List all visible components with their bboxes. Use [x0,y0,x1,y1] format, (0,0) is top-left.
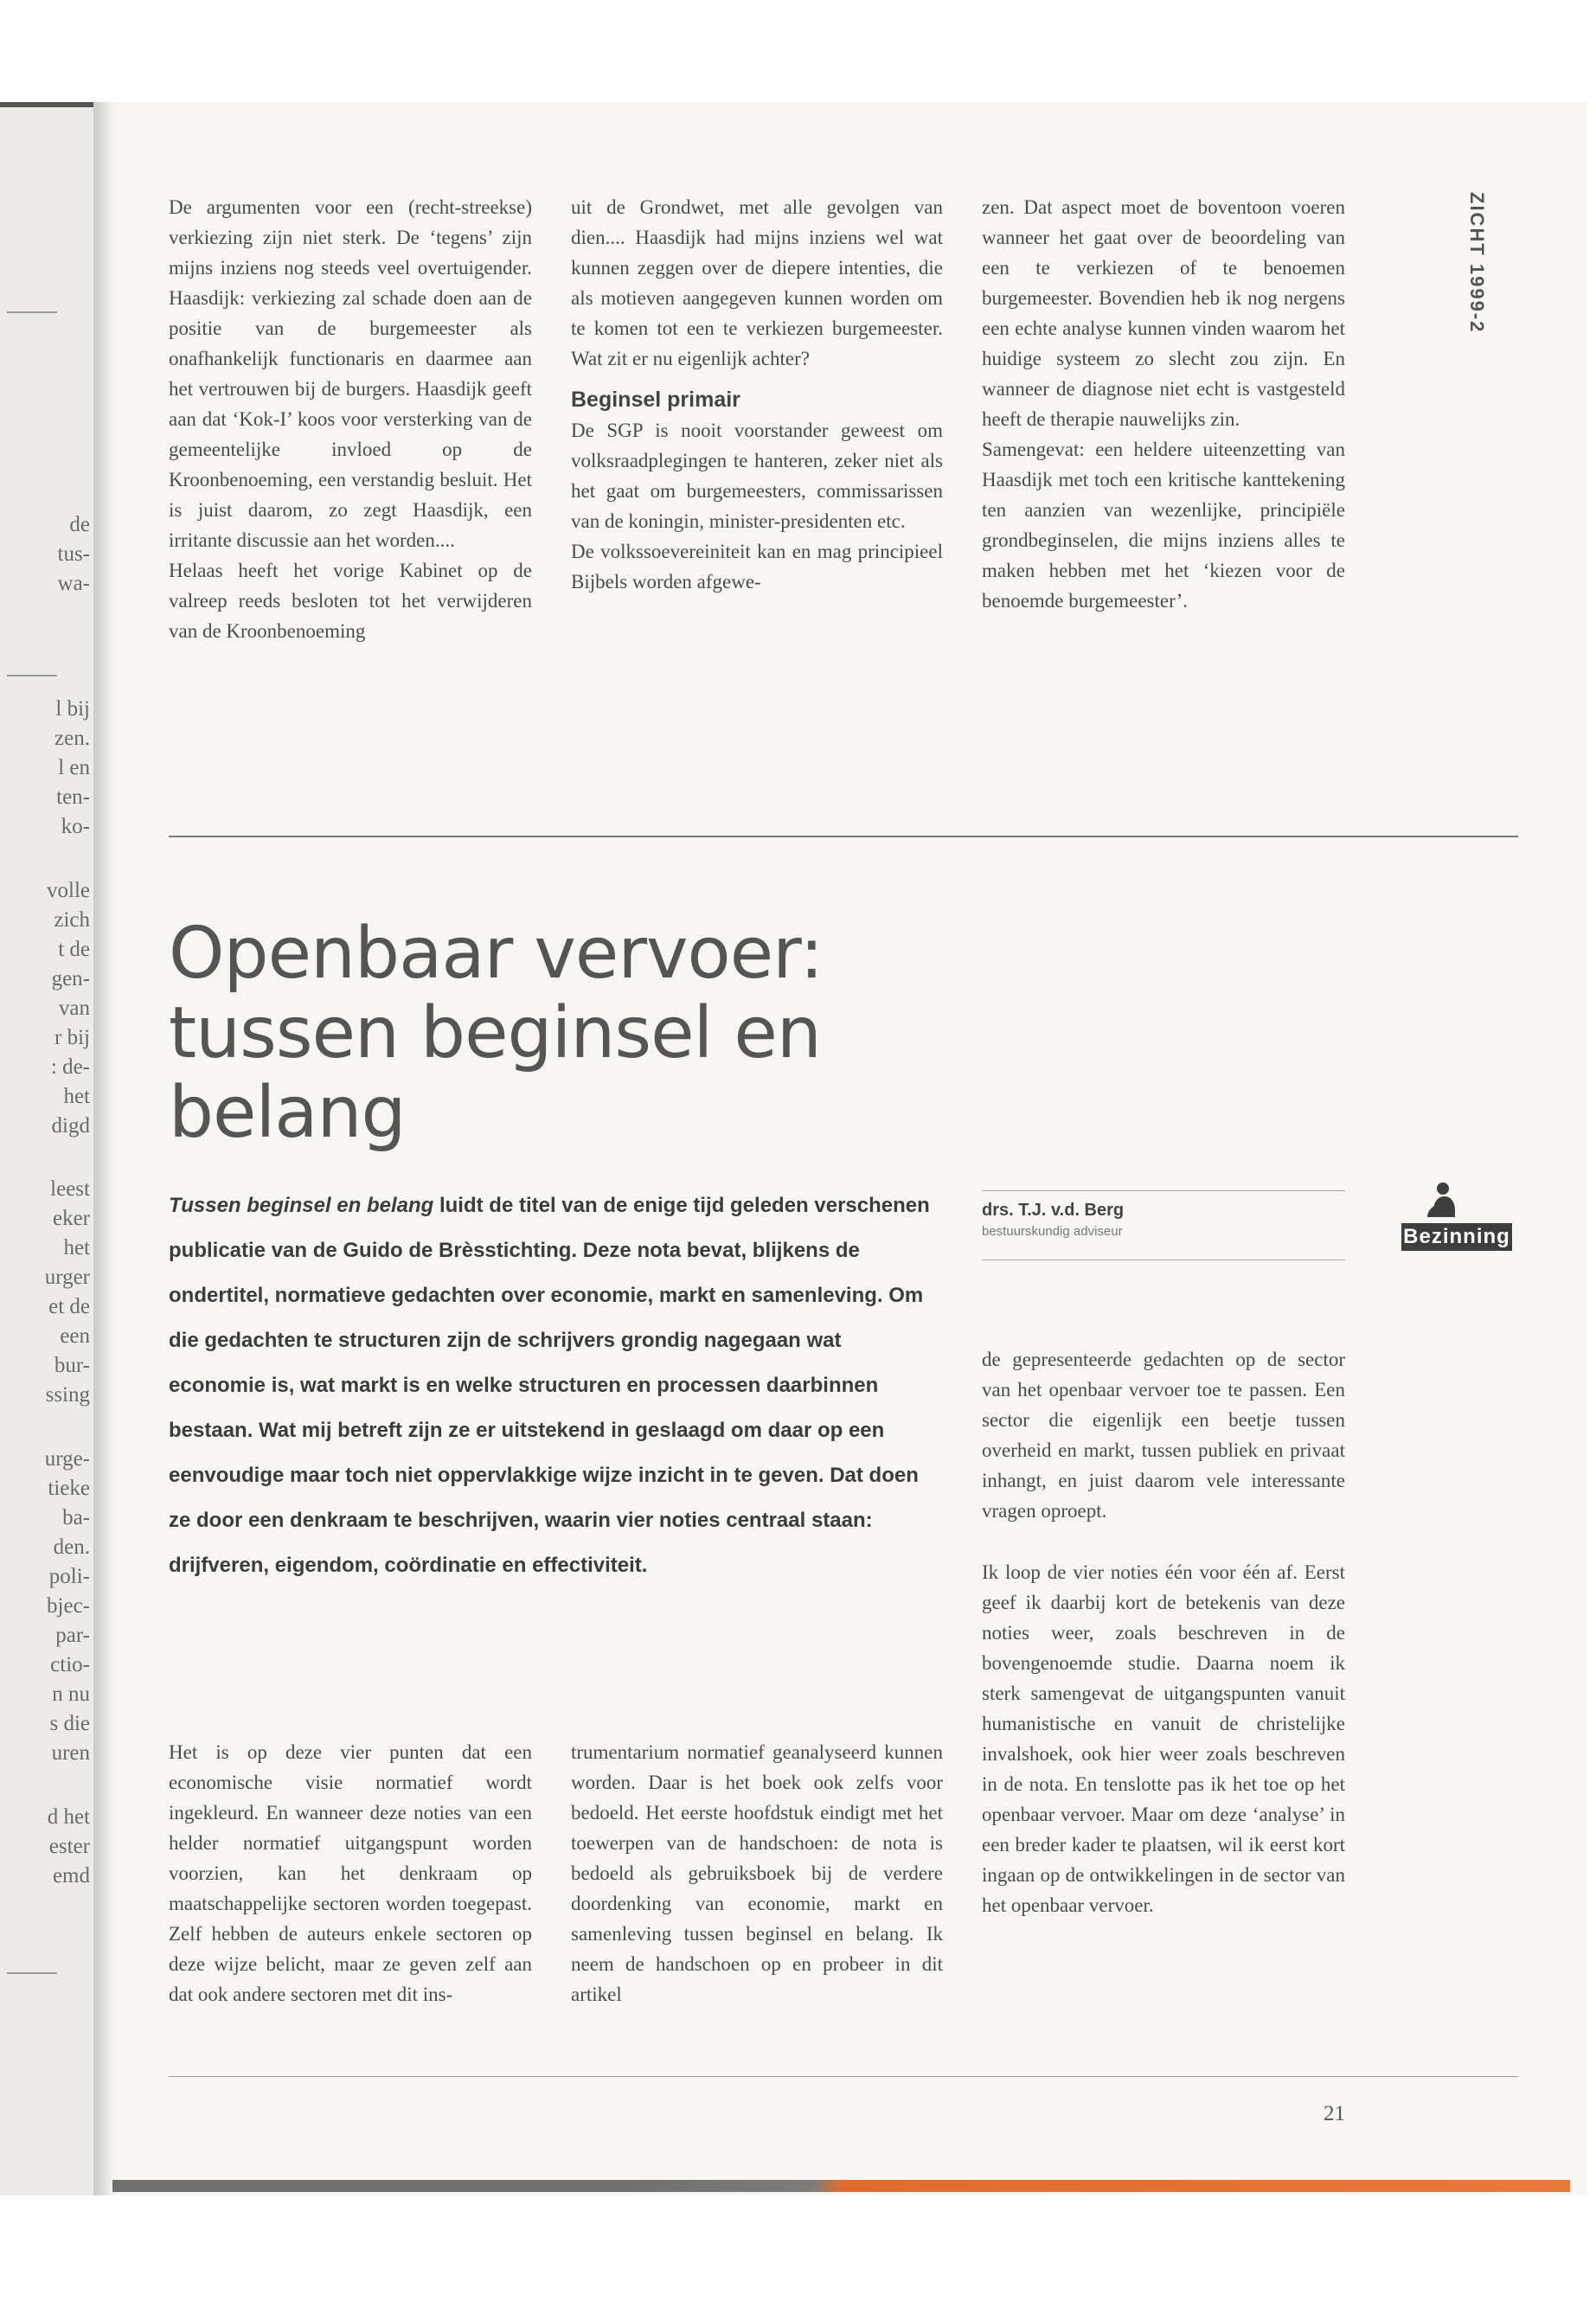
facing-page-text-fragment: urger [44,1266,90,1289]
facing-page-text-fragment: : de- [50,1055,90,1079]
facing-page-text-fragment: volle [47,879,90,902]
paragraph: Het is op deze vier punten dat een economische visie normatief wordt ingekleurd. En wanneer deze noties van een helder normatief uitgangspunt worden voorzien, kan het denkraam op maatschappelijke sectoren worden toegepast. Zelf hebben de auteurs enkele sectoren op deze wijze belicht, maar ze geven zelf aan dat ook andere sectoren met dit ins- [169,1741,532,2005]
title-line-1: Openbaar vervoer: [169,913,824,995]
facing-page-text-fragment: gen- [51,967,90,990]
paragraph: de gepresenteerde gedachten op de sector van het openbaar vervoer toe te passen. Een sector die eigenlijk een beetje tussen overheid en markt, tussen publiek en privaat inhangt, en juist daarom vele interessante vragen oproept. [982,1349,1345,1522]
facing-page-text-fragment: ctio- [50,1653,90,1676]
facing-page-text-fragment: l en [58,756,90,779]
facing-page-text-fragment: het [63,1236,90,1259]
facing-page-text-fragment: digd [51,1114,90,1138]
paragraph: uit de Grondwet, met alle gevolgen van dien.... Haasdijk had mijns inziens wel wat kunnen zeggen over de diepere intenties, die als motieven aangegeven kunnen worden om te komen tot een te verkiezen burgemeester. Wat zit er nu eigenlijk achter? [571,196,943,369]
title-line-2: tussen beginsel en belang [169,992,821,1154]
facing-page-edge [0,102,97,2195]
facing-page-text-fragment: d het [47,1805,90,1829]
intro-text: luidt de titel van de enige tijd geleden verschenen publicatie van de Guido de Brèsstichting. Deze nota bevat, blijkens de ondertitel, normatieve gedachten over economie, markt en samenleving. Om die gedachten te structuren zijn de schrijvers grondig nagegaan wat economie is, wat markt is en welke structuren en processen daarbinnen bestaan. Wat mij betreft zijn ze er uitstekend in geslaagd om daar op een eenvoudige maar toch niet oppervlakkige wijze inzicht in te geven. Dat doen ze door een denkraam te beschrijven, waarin vier noties centraal staan: drijfveren, eigendom, coördinatie en effectiviteit. [169,1194,930,1577]
page-gutter [93,102,114,2195]
section-badge-label: Bezinning [1401,1223,1512,1251]
article-title [169,914,1034,1153]
facing-page-text-fragment: een [60,1324,90,1348]
facing-page-text-fragment: wa- [57,572,90,595]
author-rule-top [982,1190,1345,1191]
paragraph: trumentarium normatief geanalyseerd kunnen worden. Daar is het boek ook zelfs voor bedoeld. Het eerste hoofdstuk eindigt met het toewerpen van de handschoen: de nota is bedoeld als gebruiksboek bij de verdere doordenking van economie, markt en samenleving tussen beginsel en belang. Ik neem de handschoen op en probeer in dit artikel [571,1741,943,2005]
facing-page-text-fragment: tus- [57,542,90,566]
facing-page-text-fragment: leest [50,1177,90,1201]
facing-page-text-fragment: par- [55,1624,90,1647]
facing-page-text-fragment: bur- [54,1354,90,1377]
author-block [982,1201,1345,1239]
facing-page-text-fragment: ten- [56,785,90,809]
facing-page-text-fragment: ko- [61,815,90,838]
paragraph: De SGP is nooit voorstander geweest om volksraadplegingen te hanteren, zeker niet als het gaat om burgemeesters, commissarissen van de koningin, minister-presidenten etc. [571,420,943,532]
top-column-2 [571,192,943,597]
facing-page-text-fragment: emd [52,1864,90,1888]
section-divider [169,836,1518,837]
article-column-3 [982,1344,1345,1920]
facing-page-text-fragment: tieke [48,1477,90,1500]
facing-page-text-fragment: urge- [44,1447,90,1471]
facing-page-text-fragment: uren [51,1741,90,1765]
facing-page-rule [7,311,57,313]
paragraph: Ik loop de vier noties één voor één af. Eerst geef ik daarbij kort de betekenis van deze noties weer, zoals beschreven in de bovengenoemde studie. Daarna noem ik sterk samengevat de uitgangspunten vanuit humanistische en vanuit de christelijke invalshoek, ook hier weer zoals beschreven in de nota. En tenslotte pas ik het toe op het openbaar vervoer. Maar om deze ‘analyse’ in een breder kader te plaatsen, wil ik eerst kort ingaan op de ontwikkelingen in de sector van het openbaar vervoer. [982,1561,1345,1916]
facing-page-rule [7,1972,57,1974]
facing-page-text-fragment: n nu [52,1682,90,1706]
paragraph: Helaas heeft het vorige Kabinet op de valreep reeds besloten tot het verwijderen van de Kroonbenoeming [169,560,532,642]
facing-page-text-fragment: l bij [55,697,90,721]
article-column-2 [571,1737,943,2009]
paragraph: Samengevat: een heldere uiteenzetting van Haasdijk met toch een kritische kanttekening ten aanzien van wezenlijke, principiële grondbeginselen, die mijns inziens alles te maken hebben met het ‘kiezen voor de benoemde burgemeester’. [982,439,1345,612]
top-column-3 [982,192,1345,616]
paragraph: zen. Dat aspect moet de boventoon voeren wanneer het gaat over de beoordeling van een te verkiezen of te benoemen burgemeester. Bovendien heb ik nog nergens een echte analyse kunnen vinden waarom het huidige systeem zo slecht zou zijn. En wanneer de diagnose niet echt is vastgesteld heeft de therapie nauwelijks zin. [982,196,1345,430]
facing-page-text-fragment: t de [58,938,90,961]
paragraph: De argumenten voor een (recht-streekse) verkiezing zijn niet sterk. De ‘tegens’ zijn mijns inziens nog steeds veel overtuigender. Haasdijk: verkiezing zal schade doen aan de positie van de burgemeester als onafhankelijk functionaris en daarmee aan het vertrouwen bij de burgers. Haasdijk geeft aan dat ‘Kok-I’ koos voor versterking van de gemeentelijke invloed op de Kroonbenoeming, een verstandig besluit. Het is juist daarom, zo zegt Haasdijk, een irritante discussie aan het worden.... [169,196,532,551]
facing-page-text-fragment: s die [49,1712,90,1735]
article-column-1 [169,1737,532,2009]
facing-page-text-fragment: zich [54,908,90,932]
bottom-color-bar [112,2180,1570,2192]
facing-page-text-fragment: den. [53,1535,90,1559]
section-badge [1401,1181,1512,1251]
facing-page-text-fragment: bjec- [47,1594,90,1618]
section-heading: Beginsel primair [571,388,740,412]
facing-page-text-fragment: r bij [54,1026,90,1049]
footer-divider [169,2076,1518,2077]
facing-page-text-fragment: ba- [62,1506,90,1529]
facing-page-text-fragment: van [58,997,90,1020]
facing-page-text-fragment: poli- [48,1565,90,1588]
author-role: bestuurskundig adviseur [982,1224,1123,1239]
intro-emphasis: Tussen beginsel en belang [169,1194,434,1217]
facing-page-text-fragment: ester [48,1835,90,1858]
journal-issue-label: ZICHT 1999-2 [1466,192,1488,334]
facing-page-text-fragment: de [69,513,90,536]
facing-page-text-fragment: het [63,1085,90,1108]
facing-page-text-fragment: ssing [45,1383,90,1407]
article-intro [169,1183,930,1588]
top-column-1 [169,192,532,646]
page-number: 21 [1324,2102,1345,2125]
facing-page-text-fragment: eker [52,1207,90,1230]
author-name: drs. T.J. v.d. Berg [982,1201,1125,1220]
facing-page-text-fragment: et de [48,1295,90,1318]
facing-page-text-fragment: zen. [54,727,90,750]
facing-page-rule [7,675,57,676]
paragraph: De volkssoevereiniteit kan en mag principieel Bijbels worden afgewe- [571,541,943,593]
kneeling-figure-icon [1401,1181,1512,1217]
author-rule-bottom [982,1259,1345,1260]
